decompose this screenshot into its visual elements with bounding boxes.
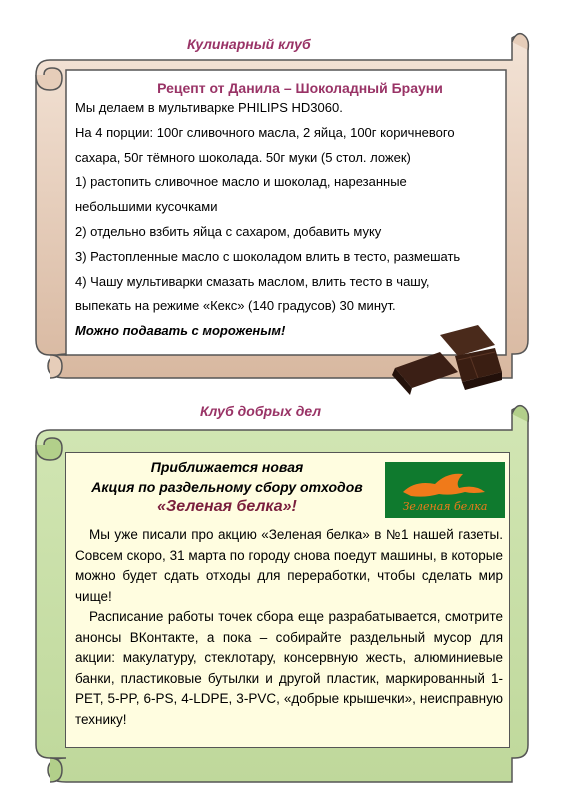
recipe-line: 2) отдельно взбить яйца с сахаром, добавить муку (75, 223, 382, 239)
recipe-line: 4) Чашу мультиварки смазать маслом, влить тесто в чашу, (75, 273, 430, 289)
recipe-line: 1) растопить сливочное масло и шоколад, нарезанные (75, 174, 407, 190)
logo-text: Зеленая белка (402, 500, 488, 513)
good-deeds-paragraph: Мы уже писали про акцию «Зеленая белка» в №1 нашей газеты. Совсем скоро, 31 марта по городу снова поедут машины, в которые можно будет сдать отходы для переработки, чтобы сделать мир чище! (75, 527, 503, 604)
green-squirrel-logo (385, 462, 505, 518)
recipe-line: небольшими кусочками (75, 199, 218, 215)
good-deeds-body (75, 525, 503, 730)
recipe-line: 3) Растопленные масло с шоколадом влить в тесто, размешать (75, 248, 461, 264)
recipe-text (75, 96, 485, 344)
heading-accent: «Зеленая белка»! (157, 498, 297, 515)
squirrel-icon (385, 462, 505, 518)
recipe-closing: Можно подавать с мороженым! (75, 323, 286, 339)
heading-line: Приближается новая (150, 459, 304, 475)
recipe-line: выпекать на режиме «Кекс» (140 градусов) 30 минут. (75, 298, 396, 314)
heading-line: Акция по раздельному сбору отходов (91, 479, 363, 495)
recipe-line: сахара, 50г тёмного шоколада. 50г муки (5 стол. ложек) (75, 149, 411, 165)
good-deeds-section-title: Клуб добрых дел (200, 403, 322, 419)
culinary-section-title: Кулинарный клуб (187, 36, 311, 52)
good-deeds-heading (72, 457, 382, 517)
recipe-line: Мы делаем в мультиварке PHILIPS HD3060. (75, 100, 343, 115)
recipe-line: На 4 порции: 100г сливочного масла, 2 яйца, 100г коричневого (75, 124, 455, 140)
good-deeds-paragraph: Расписание работы точек сбора еще разрабатывается, смотрите анонсы ВКонтакте, а пока – собирайте раздельный мусор для акции: макулатуру, стеклотару, консервную жесть, алюминиевые банки, пластиковые бутылки и другой пластик, маркированный 1-PET, 5-PP, 6-PS, 4-LDPE, 3-PVC, «добрые крышечки», неисправную технику! (75, 609, 503, 727)
recipe-title: Рецепт от Данила – Шоколадный Брауни (157, 80, 443, 96)
